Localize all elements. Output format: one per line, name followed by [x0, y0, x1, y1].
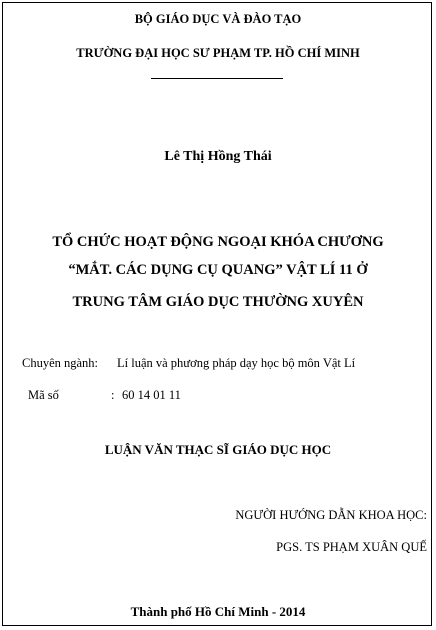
thesis-title-line-3: TRUNG TÂM GIÁO DỤC THƯỜNG XUYÊN: [72, 294, 364, 310]
university-name: TRƯỜNG ĐẠI HỌC SƯ PHẠM TP. HỒ CHÍ MINH: [76, 46, 360, 60]
code-label: Mã số: [28, 388, 59, 402]
degree-title: LUẬN VĂN THẠC SĨ GIÁO DỤC HỌC: [104, 442, 332, 457]
thesis-cover-page: [2, 2, 432, 626]
thesis-title-line-2: “MẮT. CÁC DỤNG CỤ QUANG” VẬT LÍ 11 Ở: [68, 262, 368, 278]
specialization-value: Lí luận và phương pháp dạy học bộ môn Vật Lí: [117, 356, 356, 370]
code-value: 60 14 01 11: [122, 388, 181, 402]
author-name: Lê Thị Hồng Thái: [164, 149, 272, 164]
specialization-label: Chuyên ngành:: [22, 356, 99, 370]
header-divider: [151, 78, 283, 79]
thesis-title-line-1: TỔ CHỨC HOẠT ĐỘNG NGOẠI KHÓA CHƯƠNG: [52, 234, 384, 250]
supervisor-name: PGS. TS PHẠM XUÂN QUẾ: [276, 540, 427, 554]
code-separator: :: [111, 388, 115, 402]
place-and-year: Thành phố Hồ Chí Minh - 2014: [130, 604, 306, 619]
ministry-name: BỘ GIÁO DỤC VÀ ĐÀO TẠO: [134, 12, 302, 26]
supervisor-label: NGƯỜI HƯỚNG DẪN KHOA HỌC:: [235, 508, 427, 522]
